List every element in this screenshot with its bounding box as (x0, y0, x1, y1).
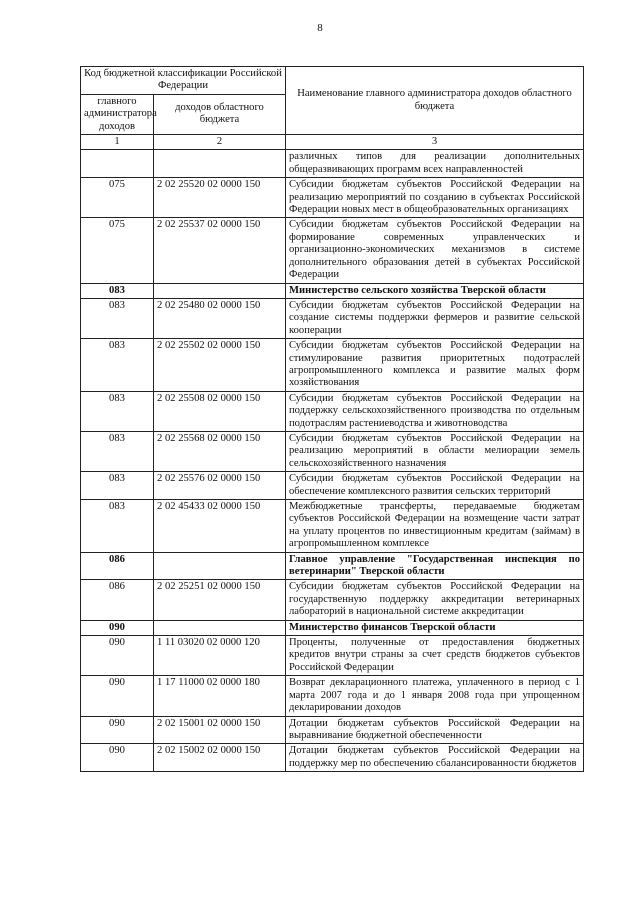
admin-code-cell: 090 (81, 744, 154, 772)
income-code-cell: 2 02 15002 02 0000 150 (154, 744, 286, 772)
income-code-cell: 2 02 25480 02 0000 150 (154, 298, 286, 338)
income-code-cell (154, 620, 286, 635)
income-code-cell: 2 02 45433 02 0000 150 (154, 500, 286, 553)
name-cell: Дотации бюджетам субъектов Российской Федерации на поддержку мер по обеспечению сбалансированности бюджетов (286, 744, 584, 772)
income-code-cell: 2 02 25502 02 0000 150 (154, 339, 286, 392)
name-cell: Возврат декларационного платежа, уплаченного в период с 1 марта 2007 года и до 1 января 2008 года при упрощенном декларировании доходов (286, 676, 584, 716)
table-row (81, 716, 584, 744)
name-cell: Субсидии бюджетам субъектов Российской Федерации на реализацию мероприятий по созданию в субъектах Российской Федерации новых мест в общеобразовательных организациях (286, 178, 584, 218)
table-row (81, 339, 584, 392)
table-row (81, 472, 584, 500)
income-code-cell: 2 02 25576 02 0000 150 (154, 472, 286, 500)
table-row (81, 744, 584, 772)
income-code-cell: 2 02 25520 02 0000 150 (154, 178, 286, 218)
name-cell: Субсидии бюджетам субъектов Российской Федерации на обеспечение комплексного развития сельских территорий (286, 472, 584, 500)
classification-header: Код бюджетной классификации Российской Федерации (81, 67, 286, 95)
name-cell: Дотации бюджетам субъектов Российской Федерации на выравнивание бюджетной обеспеченности (286, 716, 584, 744)
table-group-row (81, 620, 584, 635)
name-cell: Главное управление "Государственная инспекция по ветеринарии" Тверской области (286, 552, 584, 580)
income-code-cell: 2 02 25251 02 0000 150 (154, 580, 286, 620)
column-index: 2 (154, 135, 286, 150)
table-row (81, 500, 584, 553)
income-code-cell: 2 02 25568 02 0000 150 (154, 431, 286, 471)
income-code-cell (154, 150, 286, 178)
income-code-cell (154, 552, 286, 580)
name-cell: Министерство финансов Тверской области (286, 620, 584, 635)
admin-code-cell (81, 150, 154, 178)
admin-code-cell: 083 (81, 431, 154, 471)
income-code-cell: 1 17 11000 02 0000 180 (154, 676, 286, 716)
admin-code-cell: 086 (81, 580, 154, 620)
admin-code-cell: 083 (81, 339, 154, 392)
admin-code-cell: 083 (81, 472, 154, 500)
admin-code-cell: 083 (81, 283, 154, 298)
page-number: 8 (317, 22, 323, 34)
column-index: 3 (286, 135, 584, 150)
table-row (81, 218, 584, 283)
table-row (81, 298, 584, 338)
admin-code-cell: 086 (81, 552, 154, 580)
column-index: 1 (81, 135, 154, 150)
revenue-administrators-table (80, 66, 584, 772)
admin-code-cell: 083 (81, 500, 154, 553)
income-code-cell: 2 02 15001 02 0000 150 (154, 716, 286, 744)
admin-column-header: главного администратора доходов (81, 94, 154, 134)
admin-code-cell: 075 (81, 178, 154, 218)
table-row (81, 178, 584, 218)
name-cell: Субсидии бюджетам субъектов Российской Федерации на формирование современных управленческих и организационно-экономических механизмов в системе дополнительного образования детей в субъектах Российской Федерации (286, 218, 584, 283)
income-code-cell: 2 02 25537 02 0000 150 (154, 218, 286, 283)
income-code-cell (154, 283, 286, 298)
table-row (81, 391, 584, 431)
income-column-header: доходов областного бюджета (154, 94, 286, 134)
name-column-header: Наименование главного администратора доходов областного бюджета (286, 67, 584, 135)
name-cell: Проценты, полученные от предоставления бюджетных кредитов внутри страны за счет средств бюджетов субъектов Российской Федерации (286, 636, 584, 676)
admin-code-cell: 083 (81, 298, 154, 338)
name-cell: Субсидии бюджетам субъектов Российской Федерации на создание системы поддержки фермеров и развитие сельской кооперации (286, 298, 584, 338)
name-cell: Субсидии бюджетам субъектов Российской Федерации на стимулирование развития приоритетных подотраслей агропромышленного комплекса и развитие малых форм хозяйствования (286, 339, 584, 392)
name-cell: Межбюджетные трансферты, передаваемые бюджетам субъектов Российской Федерации на возмещение части затрат на уплату процентов по инвестиционным кредитам (займам) в агропромышленном комплексе (286, 500, 584, 553)
admin-code-cell: 090 (81, 620, 154, 635)
table-row (81, 580, 584, 620)
admin-code-cell: 090 (81, 636, 154, 676)
income-code-cell: 2 02 25508 02 0000 150 (154, 391, 286, 431)
table-row (81, 676, 584, 716)
table-row (81, 150, 584, 178)
name-cell: Субсидии бюджетам субъектов Российской Федерации на поддержку сельскохозяйственного производства по отдельным подотраслям растениеводства и животноводства (286, 391, 584, 431)
table-group-row (81, 283, 584, 298)
income-code-cell: 1 11 03020 02 0000 120 (154, 636, 286, 676)
name-cell: Министерство сельского хозяйства Тверской области (286, 283, 584, 298)
admin-code-cell: 090 (81, 676, 154, 716)
admin-code-cell: 083 (81, 391, 154, 431)
table-group-row (81, 552, 584, 580)
name-cell: Субсидии бюджетам субъектов Российской Федерации на государственную поддержку аккредитации ветеринарных лабораторий в национальной системе аккредитации (286, 580, 584, 620)
table-row (81, 636, 584, 676)
name-cell: Субсидии бюджетам субъектов Российской Федерации на реализацию мероприятий в области мелиорации земель сельскохозяйственного назначения (286, 431, 584, 471)
admin-code-cell: 075 (81, 218, 154, 283)
admin-code-cell: 090 (81, 716, 154, 744)
name-cell: различных типов для реализации дополнительных общеразвивающих программ всех направленностей (286, 150, 584, 178)
table-row (81, 431, 584, 471)
